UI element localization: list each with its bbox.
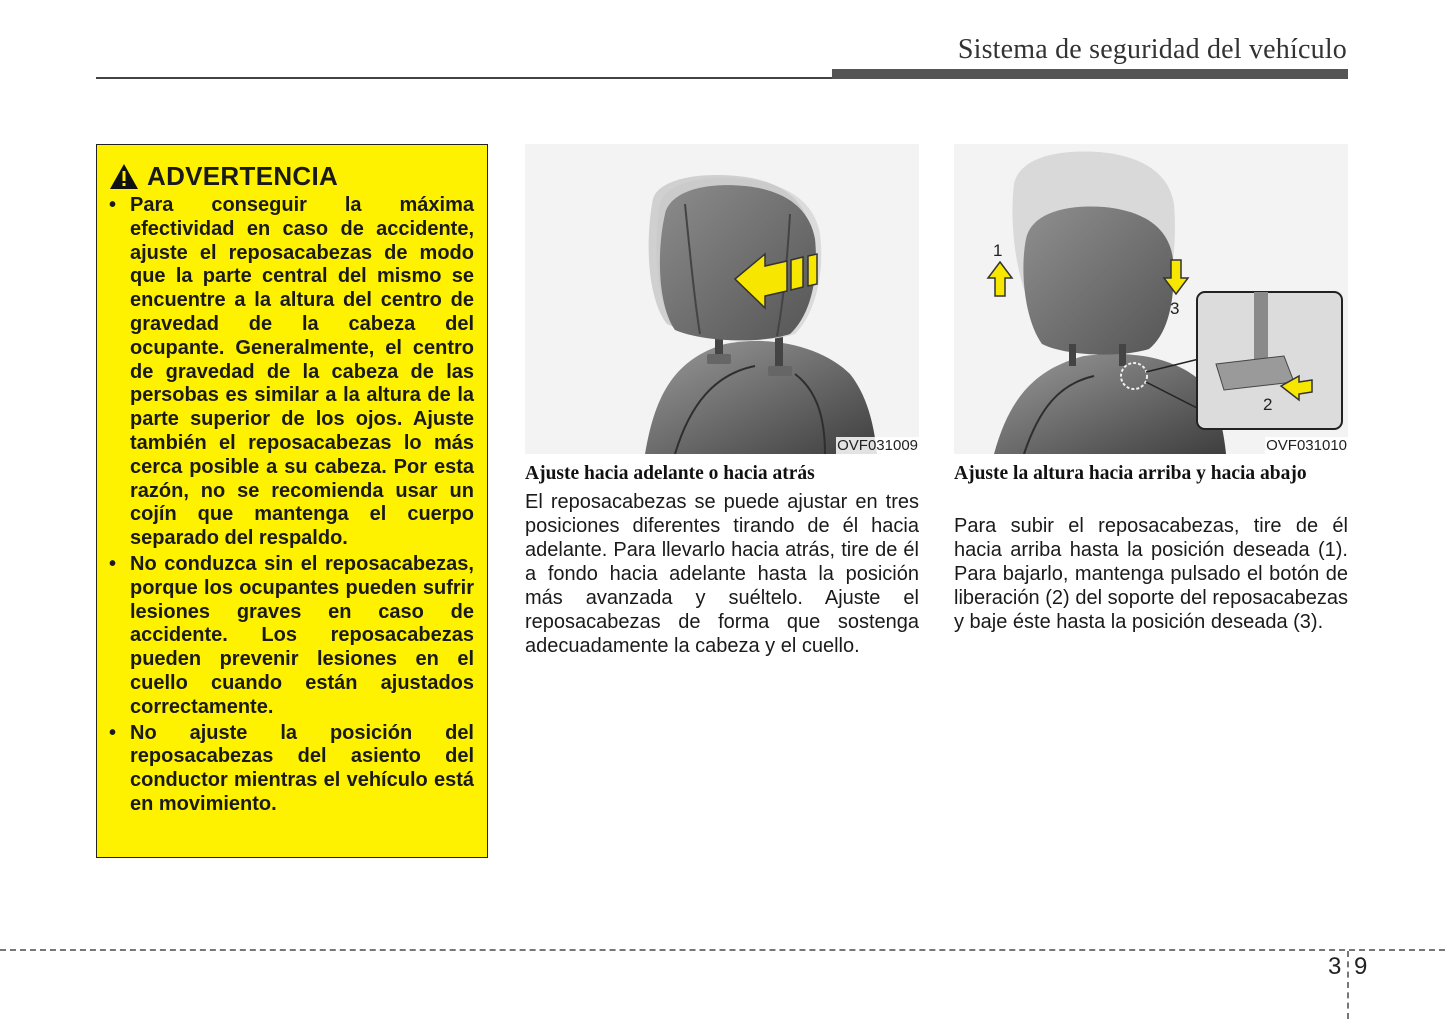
header-rule-thick: [832, 69, 1348, 79]
warning-title: ADVERTENCIA: [147, 161, 339, 191]
headrest-forward-illustration: [525, 144, 919, 454]
section-text-forward-back: El reposacabezas se puede ajustar en tres posiciones diferentes tirando de él hacia adelante. Para llevarlo hacia atrás, tire de él a fondo hacia adelante hasta la posición más avanzada y suéltelo. Ajuste el reposacabezas de forma que sostenga adecuadamente la cabeza y el cuello.: [525, 491, 919, 657]
warning-bullet-text: No conduzca sin el reposacabezas, porque los ocupantes pueden sufrir lesiones graves en caso de accidente. Los reposacabezas pueden prevenir lesiones en el cuello cuando están ajustados correctamente.: [130, 552, 474, 718]
warning-bullet-text: No ajuste la posición del reposacabezas del asiento del conductor mientras el vehículo está en movimiento.: [130, 721, 474, 815]
section-caption-height: Ajuste la altura hacia arriba y hacia abajo: [954, 463, 1307, 484]
header-rule-thin: [96, 77, 832, 79]
warning-bullet-3: • No ajuste la posición del reposacabezas del asiento del conductor mientras el vehículo está en movimiento.: [109, 721, 474, 815]
warning-header: [109, 161, 474, 192]
label-release-button: 2: [1263, 395, 1273, 414]
warning-list: [109, 194, 474, 817]
figure-headrest-forward-back: [525, 144, 919, 454]
warning-box: [96, 144, 488, 858]
figure-code: OVF031009: [837, 437, 918, 454]
chapter-header-title: Sistema de seguridad del vehículo: [957, 34, 1347, 65]
warning-bullet-1: • Para conseguir la máxima efectividad en caso de accidente, ajuste el reposacabezas de modo que la parte central del mismo se encuentre a la altura del centro de gravedad de la cabeza del ocupante. Generalmente, el centro de gravedad de la cabeza de las persobas es similar a la altura de la parte superior de los ojos. Ajuste también el reposacabezas lo más cerca posible a su cabeza. Por esta razón, no se recomienda usar un cojín que mantenga el cuerpo separado del respaldo.: [109, 194, 474, 550]
headrest-height-illustration: [954, 144, 1348, 454]
warning-bullet-text: Para conseguir la máxima efectividad en caso de accidente, ajuste el reposacabezas de modo que la parte central del mismo se encuentre a la altura del centro de gravedad de la cabeza del ocupante. Generalmente, el centro de gravedad de la cabeza de las persobas es similar a la altura de la parte superior de los ojos. Ajuste también el reposacabezas lo más cerca posible a su cabeza. Por esta razón, no se recomienda usar un cojín que mantenga el cuerpo separado del respaldo.: [130, 194, 474, 550]
section-text-height: Para subir el reposacabezas, tire de él hacia arriba hasta la posición deseada (1). Para bajarlo, mantenga pulsado el botón de liberación (2) del soporte del reposacabezas y baje éste hasta la posición deseada (3).: [954, 515, 1348, 633]
section-caption-forward-back: Ajuste hacia adelante o hacia atrás: [525, 463, 815, 484]
warning-bullet-2: • No conduzca sin el reposacabezas, porque los ocupantes pueden sufrir lesiones graves en caso de accidente. Los reposacabezas pueden prevenir lesiones en el cuello cuando están ajustados correctamente.: [109, 552, 474, 718]
page-chapter-number: 3: [1328, 953, 1342, 980]
label-down: 3: [1170, 299, 1180, 318]
footer-vertical-divider: [1347, 951, 1349, 1019]
footer-dashed-rule: [0, 949, 1445, 951]
label-up: 1: [993, 241, 1003, 260]
figure-headrest-height: [954, 144, 1348, 454]
figure-code: OVF031010: [1266, 437, 1347, 454]
warning-triangle-icon: [109, 163, 139, 190]
page-number: 9: [1354, 953, 1368, 980]
